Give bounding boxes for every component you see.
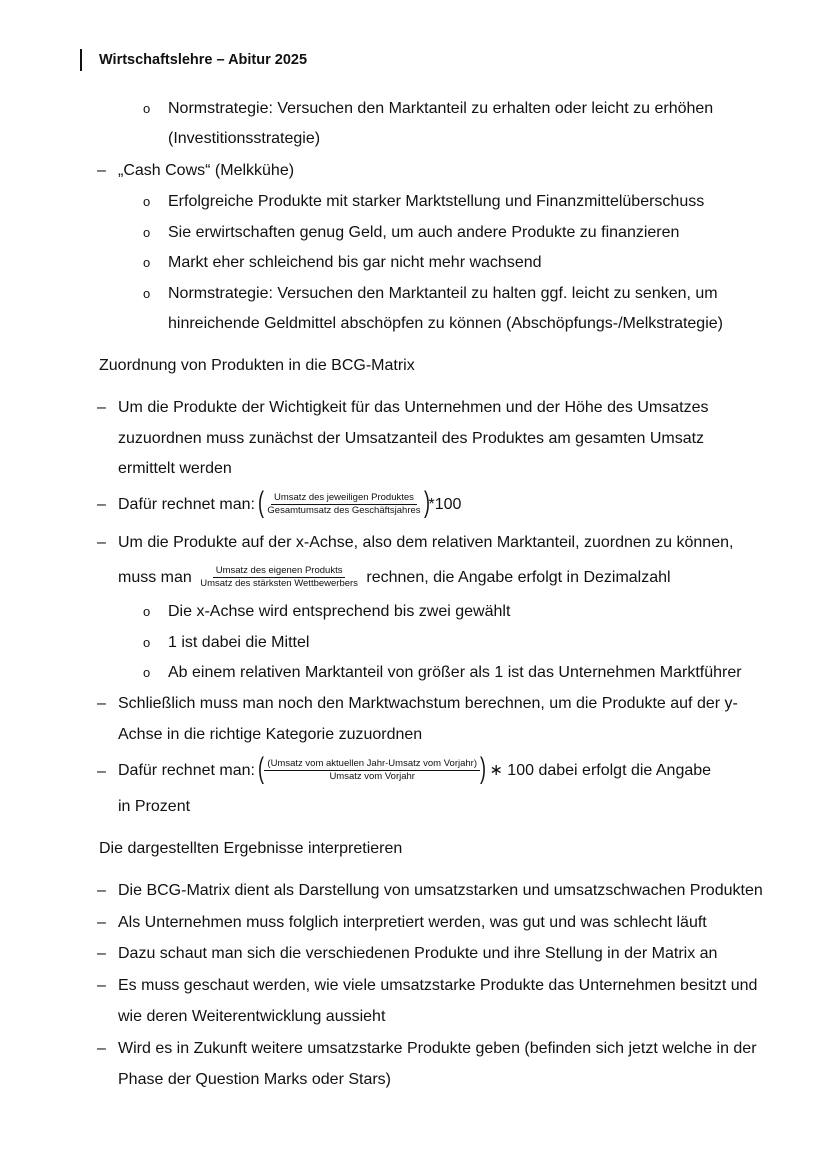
section-heading: Zuordnung von Produkten in die BCG-Matrix [99, 357, 415, 374]
text-line: zuzuordnen muss zunächst der Umsatzanteil des Produktes am gesamten Umsatz [118, 430, 705, 447]
text-line: Achse in die richtige Kategorie zuzuordnen [118, 726, 423, 743]
header-bar [80, 49, 82, 71]
text-line: Es muss geschaut werden, wie viele umsatzstarke Produkte das Unternehmen besitzt und [118, 977, 758, 994]
text-line: Ab einem relativen Marktanteil von größer als 1 ist das Unternehmen Marktführer [168, 664, 742, 681]
paren-open: ( [258, 485, 265, 519]
formula-tail-text: *100 [428, 496, 462, 513]
text-line: Erfolgreiche Produkte mit starker Marktstellung und Finanzmittelüberschuss [168, 193, 705, 210]
text-line: Markt eher schleichend bis gar nicht mehr wachsend [168, 254, 542, 271]
text-line: Um die Produkte der Wichtigkeit für das Unternehmen und der Höhe des Umsatzes [118, 399, 709, 416]
text-line: „Cash Cows“ (Melkkühe) [118, 162, 295, 179]
bullet-marker: o [143, 194, 151, 209]
text-line: ermittelt werden [118, 460, 232, 477]
dash-marker: – [97, 695, 106, 712]
text-line: Als Unternehmen muss folglich interpretiert werden, was gut und was schlecht läuft [118, 914, 707, 931]
dash-marker: – [97, 914, 106, 931]
dash-marker: – [97, 977, 106, 994]
dash-marker: – [97, 1040, 106, 1057]
formula-tail-text: ∗ 100 dabei erfolgt die Angabe [489, 762, 712, 779]
dash-marker: – [97, 882, 106, 899]
bullet-marker: o [143, 604, 151, 619]
formula-lead-text: Dafür rechnet man: [118, 762, 255, 779]
text-line: Um die Produkte auf der x-Achse, also dem relativen Marktanteil, zuordnen zu können, [118, 534, 734, 551]
fraction-denominator: Umsatz vom Vorjahr [329, 771, 415, 783]
fraction-share [264, 492, 423, 517]
fraction-growth [264, 758, 480, 783]
bullet-marker: o [143, 665, 151, 680]
text-line: Die BCG-Matrix dient als Darstellung von umsatzstarken und umsatzschwachen Produkten [118, 882, 763, 899]
text-line: Schließlich muss man noch den Marktwachstum berechnen, um die Produkte auf der y- [118, 695, 738, 712]
section-heading: Die dargestellten Ergebnisse interpretieren [99, 840, 403, 857]
formula-tail-text: rechnen, die Angabe erfolgt in Dezimalzahl [366, 569, 671, 586]
fraction-numerator: Umsatz des eigenen Produkts [213, 565, 346, 578]
document-header: Wirtschaftslehre – Abitur 2025 [99, 52, 308, 68]
dash-marker: – [97, 763, 106, 780]
formula-line-growth [118, 752, 711, 790]
text-line: in Prozent [118, 798, 191, 815]
bullet-marker: o [143, 635, 151, 650]
dash-marker: – [97, 162, 106, 179]
bullet-marker: o [143, 225, 151, 240]
text-line: Dazu schaut man sich die verschiedenen Produkte und ihre Stellung in der Matrix an [118, 945, 718, 962]
text-line: (Investitionsstrategie) [168, 130, 321, 147]
text-line: Phase der Question Marks oder Stars) [118, 1071, 392, 1088]
formula-line-relative-share [118, 559, 671, 597]
text-line: 1 ist dabei die Mittel [168, 634, 310, 651]
text-line: hinreichende Geldmittel abschöpfen zu können (Abschöpfungs-/Melkstrategie) [168, 315, 723, 332]
dash-marker: – [97, 399, 106, 416]
fraction-denominator: Gesamtumsatz des Geschäftsjahres [267, 505, 421, 517]
paren-close: ) [423, 485, 430, 519]
paren-open: ( [258, 751, 265, 785]
text-line: Sie erwirtschaften genug Geld, um auch andere Produkte zu finanzieren [168, 224, 680, 241]
fraction-denominator: Umsatz des stärksten Wettbewerbers [200, 578, 358, 590]
bullet-marker: o [143, 286, 151, 301]
dash-marker: – [97, 496, 106, 513]
fraction-numerator: (Umsatz vom aktuellen Jahr-Umsatz vom Vorjahr) [264, 758, 480, 771]
fraction-numerator: Umsatz des jeweiligen Produktes [271, 492, 417, 505]
formula-lead-text: Dafür rechnet man: [118, 496, 255, 513]
dash-marker: – [97, 534, 106, 551]
text-line: wie deren Weiterentwicklung aussieht [118, 1008, 386, 1025]
text-line: Normstrategie: Versuchen den Marktanteil zu erhalten oder leicht zu erhöhen [168, 100, 714, 117]
formula-lead-text: muss man [118, 569, 192, 586]
bullet-marker: o [143, 255, 151, 270]
formula-line-share [118, 486, 461, 524]
dash-marker: – [97, 945, 106, 962]
fraction-relative-share [197, 565, 361, 590]
text-line: Normstrategie: Versuchen den Marktanteil zu halten ggf. leicht zu senken, um [168, 285, 718, 302]
text-line: Wird es in Zukunft weitere umsatzstarke Produkte geben (befinden sich jetzt welche in der [118, 1040, 757, 1057]
text-line: Die x-Achse wird entsprechend bis zwei gewählt [168, 603, 511, 620]
bullet-marker: o [143, 101, 151, 116]
paren-close: ) [480, 751, 486, 785]
